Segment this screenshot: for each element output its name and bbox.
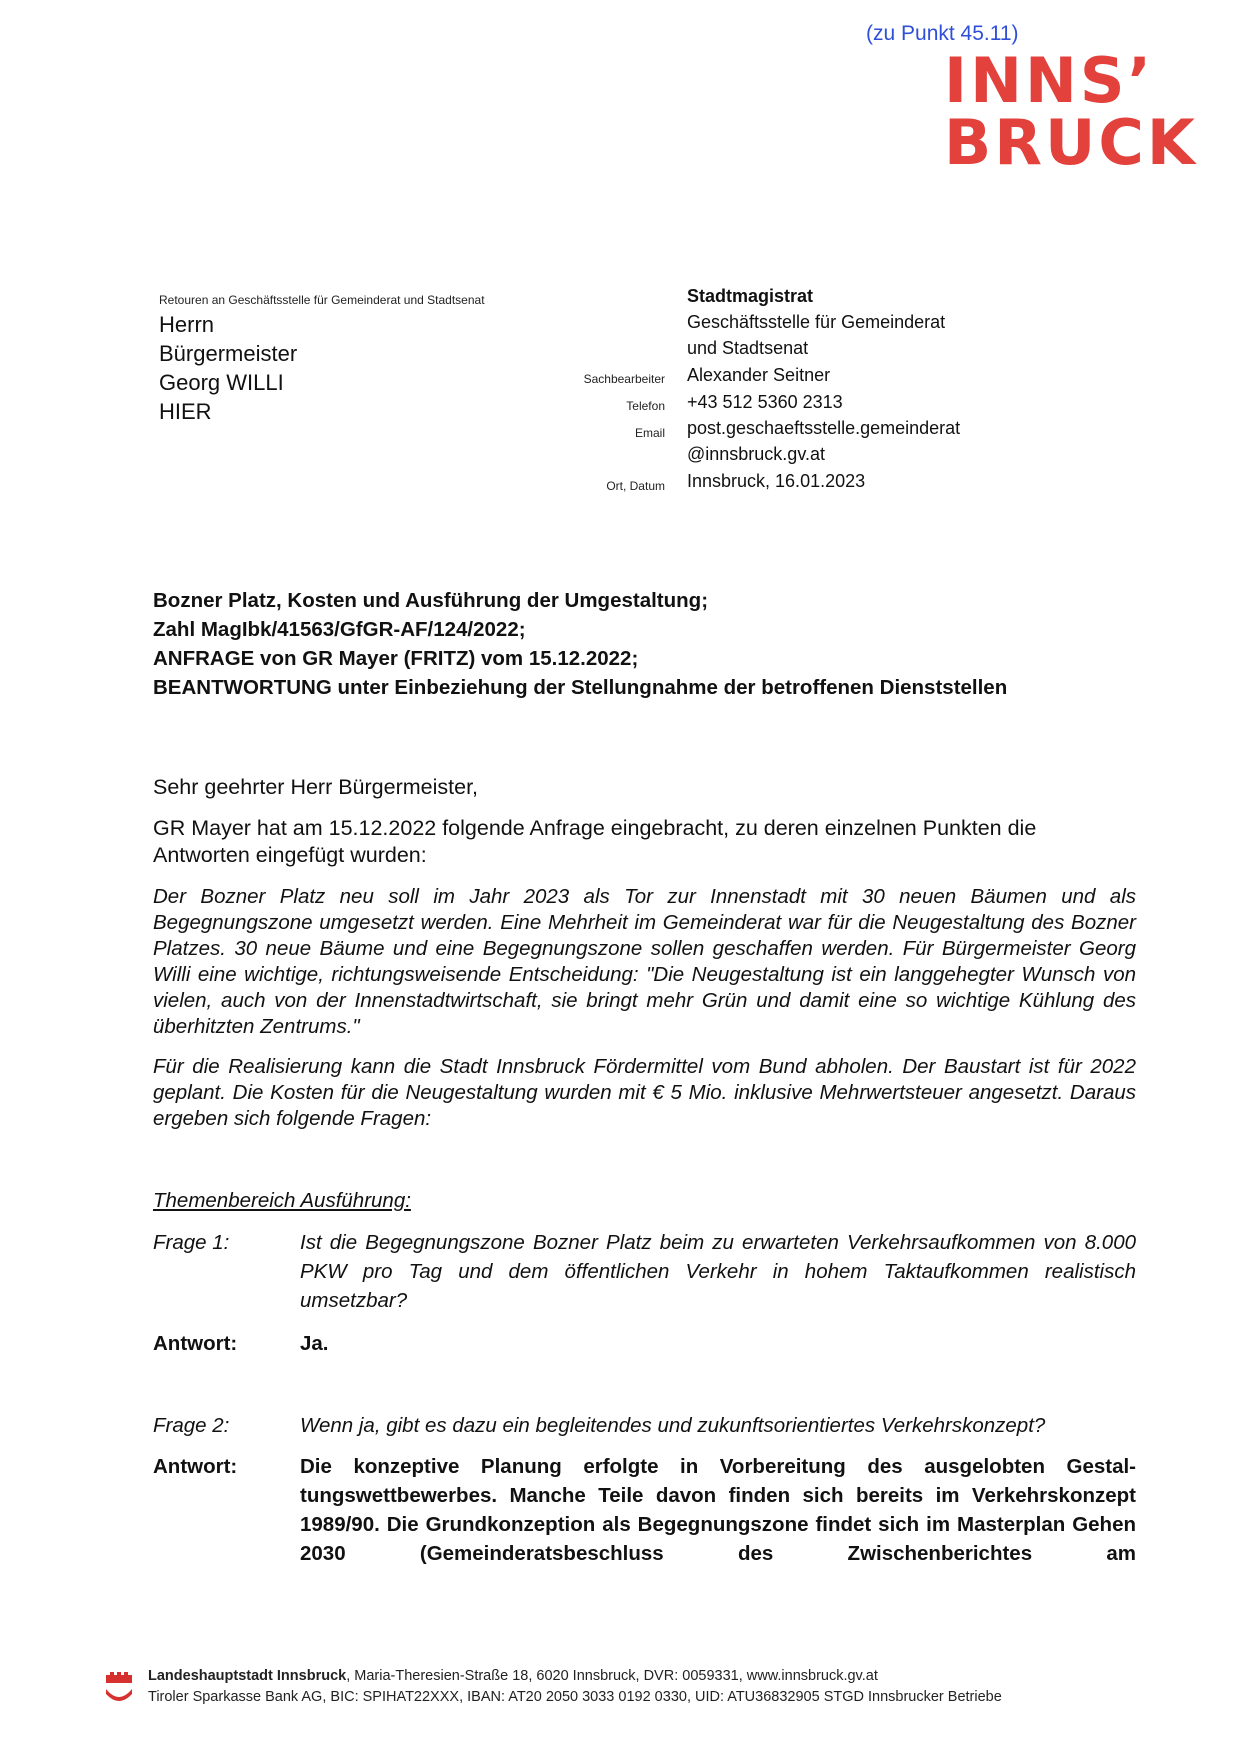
email-address-domain[interactable]: @innsbruck.gv.at [687,444,825,464]
answer-text: Ja. [300,1332,329,1355]
subject-line: ANFRAGE von GR Mayer (FRITZ) vom 15.12.2022; [153,647,639,670]
date-value: Innsbruck, 16.01.2023 [687,471,866,491]
email-label: Email [634,426,665,440]
return-address: Retouren an Geschäftsstelle für Gemeinderat und Stadtsenat [159,293,485,307]
footer-org: Landeshauptstadt Innsbruck [148,1668,347,1684]
clerk-label: Sachbearbeiter [583,372,665,386]
reference-note: (zu Punkt 45.11) [866,22,1019,45]
question-text: Ist die Begegnungszone Bozner Platz beim zu erwarteten Verkehrsaufkommen von 8.000 PKW pro Tag und dem öffentlichen Verkehr in hohem Taktaufkommen realistisch umsetzbar? [300,1231,1136,1312]
innsbruck-logo [944,44,1198,179]
subject-block [153,586,1007,702]
recipient-block [159,310,297,426]
sender-dept: Geschäftsstelle für Gemeinderat [687,312,946,332]
subject-line: Bozner Platz, Kosten und Ausführung der Umgestaltung; [153,589,709,612]
subject-line: BEANTWORTUNG unter Einbeziehung der Stellungnahme der betroffenen Dienststellen [153,676,1008,699]
question-text: Wenn ja, gibt es dazu ein begleitendes und zukunftsorientiertes Verkehrskonzept? [300,1414,1046,1437]
phone-label: Telefon [626,399,665,413]
clerk-name: Alexander Seitner [687,365,831,385]
quote-paragraph: Für die Realisierung kann die Stadt Innsbruck Fördermittel vom Bund abholen. Der Baustart ist für 2022 geplant. Die Kosten für die Neugestaltung wurden mit € 5 Mio. inklusive Mehrwertsteuer angesetzt. Daraus ergeben sich folgende Fragen: [153,1055,1136,1130]
footer-line-2: Tiroler Sparkasse Bank AG, BIC: SPIHAT22XXX, IBAN: AT20 2050 3033 0192 0330, UID: ATU36832905 STGD Innsbrucker Betriebe [148,1689,1002,1705]
answer-label: Antwort: [153,1455,238,1478]
footer-line-1 [148,1668,878,1684]
date-label: Ort, Datum [606,479,665,493]
section-title: Themenbereich Ausführung: [153,1189,411,1212]
quote-paragraph: Der Bozner Platz neu soll im Jahr 2023 als Tor zur Innenstadt mit 30 neuen Bäumen und als Begegnungszone umgesetzt werden. Eine Mehrheit im Gemeinderat war für die Neugestaltung des Bozner Platzes. 30 neue Bäume und eine Begegnungszone sollen geschaffen werden. Für Bürgermeister Georg Willi eine wichtige, richtungsweisende Entscheidung: "Die Neugestaltung ist ein langgehegter Wunsch von vielen, auch von der Innenstadtwirtschaft, sie bringt mehr Grün und damit eine so wichtige Kühlung des überhitzten Zentrums." [153,885,1136,1038]
question-label: Frage 1: [153,1231,230,1254]
salutation: Sehr geehrter Herr Bürgermeister, [153,775,479,799]
question-label: Frage 2: [153,1414,230,1437]
recipient-line: Georg WILLI [159,370,284,395]
logo-line-2: BRUCK [944,106,1198,179]
recipient-line: Herrn [159,312,215,337]
logo-line-1: INNS’ [944,44,1155,117]
intro-paragraph: GR Mayer hat am 15.12.2022 folgende Anfrage eingebracht, zu deren einzelnen Punkten die Antworten eingefügt wurden: [153,816,1037,867]
footer-address: , Maria-Theresien-Straße 18, 6020 Innsbruck, DVR: 0059331, www.innsbruck.gv.at [346,1668,878,1684]
sender-org: Stadtmagistrat [687,286,814,306]
subject-line: Zahl MagIbk/41563/GfGR-AF/124/2022; [153,618,526,641]
answer-text: Die konzeptive Planung erfolgte in Vorbereitung des ausgelobten Gestaltungswettbewerbes. Manche Teile davon finden sich bereits im Verkehrskonzept 1989/90. Die Grundkonzeption als Begegnungszone findet sich im Masterplan Gehen 2030 (Gemeinderatsbeschluss des Zwischenberichtes am [300,1455,1136,1565]
sender-dept: und Stadtsenat [687,338,809,358]
recipient-line: HIER [159,399,212,424]
recipient-line: Bürgermeister [159,341,298,366]
answer-label: Antwort: [153,1332,238,1355]
email-address[interactable]: post.geschaeftsstelle.gemeinderat [687,418,961,438]
city-seal-icon [104,1672,134,1706]
phone-number: +43 512 5360 2313 [687,392,843,412]
